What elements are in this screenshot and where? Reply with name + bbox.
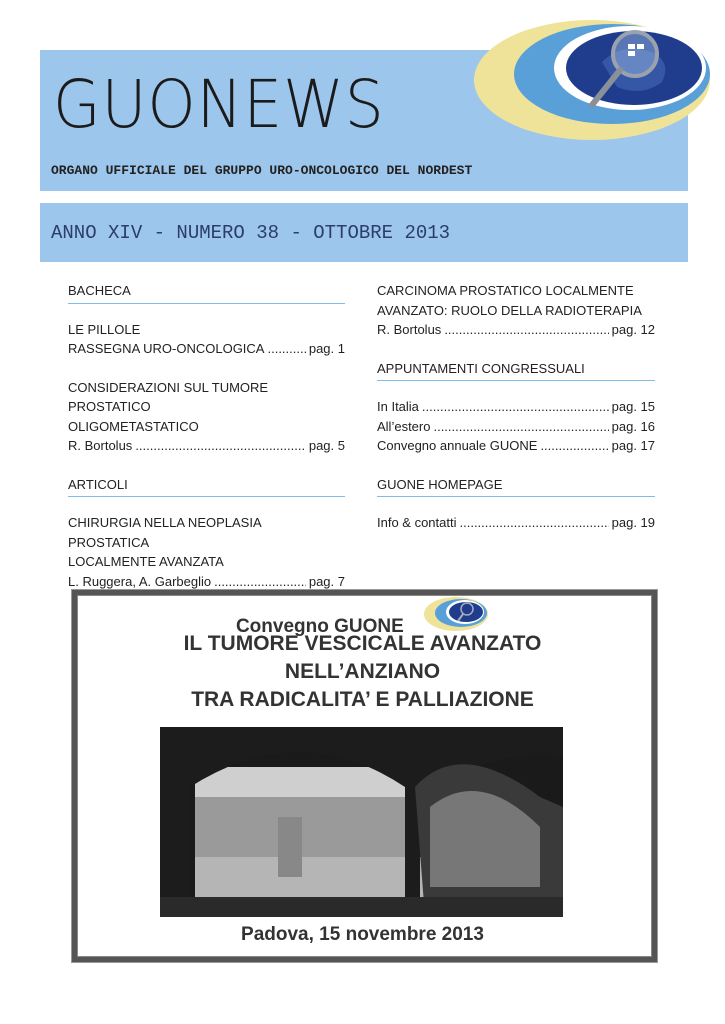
toc-entry-title: LOCALMENTE AVANZATA — [68, 554, 224, 569]
toc-entry-title: AVANZATO: RUOLO DELLA RADIOTERAPIA — [377, 302, 642, 318]
event-title — [0, 630, 725, 714]
toc-left-column — [68, 281, 345, 591]
guone-small-logo-icon — [423, 596, 489, 632]
event-title-line: NELL’ANZIANO — [284, 660, 441, 683]
toc-entry-convegno[interactable] — [377, 436, 655, 456]
toc-entry-carcinoma[interactable] — [377, 320, 655, 340]
toc-entry-chirurgia[interactable] — [68, 572, 345, 592]
toc-entry-title: CONSIDERAZIONI SUL TUMORE PROSTATICO — [68, 379, 269, 414]
newsletter-subtitle: ORGANO UFFICIALE DEL GRUPPO URO-ONCOLOGICO DEL NORDEST — [51, 163, 473, 178]
section-heading-bacheca: BACHECA — [68, 281, 345, 304]
issue-info: ANNO XIV - NUMERO 38 - OTTOBRE 2013 — [51, 222, 451, 244]
leader-dots — [460, 513, 609, 533]
toc-entry-considerazioni[interactable] — [68, 436, 345, 456]
author: L. Ruggera, A. Garbeglio — [68, 573, 212, 589]
toc-entry-estero[interactable] — [377, 417, 655, 437]
leader-dots — [135, 436, 306, 456]
toc-entry-label: Info & contatti — [377, 515, 457, 530]
toc-entry-title: CHIRURGIA NELLA NEOPLASIA PROSTATICA — [68, 515, 261, 550]
page-number: pag. 7 — [308, 573, 345, 589]
section-heading-articoli: ARTICOLI — [68, 475, 345, 498]
page-number: pag. 12 — [611, 322, 655, 337]
event-title-line: TRA RADICALITA’ E PALLIAZIONE — [191, 688, 534, 711]
toc-entry-label: Convegno annuale GUONE — [377, 438, 538, 453]
page-number: pag. 17 — [611, 438, 655, 453]
page-number: pag. 16 — [611, 418, 655, 434]
section-heading-homepage: GUONE HOMEPAGE — [377, 475, 655, 498]
author: R. Bortolus — [377, 322, 442, 337]
event-title-line: IL TUMORE VESCICALE AVANZATO — [183, 632, 542, 655]
page-number: pag. 19 — [611, 515, 655, 530]
section-heading-appuntamenti: APPUNTAMENTI CONGRESSUALI — [377, 359, 655, 382]
event-label: Convegno GUONE — [235, 615, 404, 637]
cloister-photo — [160, 727, 563, 917]
page-number: pag. 15 — [611, 399, 655, 414]
leader-dots — [540, 436, 608, 456]
leader-dots — [422, 397, 609, 417]
newsletter-title: GUONEWS — [53, 66, 385, 143]
toc-entry-title: CARCINOMA PROSTATICO LOCALMENTE — [377, 283, 634, 298]
guone-logo-icon — [462, 12, 710, 142]
toc-right-column — [377, 281, 655, 533]
toc-entry-italia[interactable] — [377, 397, 655, 417]
leader-dots — [267, 339, 305, 359]
toc-entry-title: LE PILLOLE — [68, 321, 141, 337]
leader-dots — [444, 320, 608, 340]
toc-entry-info[interactable] — [377, 513, 655, 533]
toc-entry-label: In Italia — [377, 399, 419, 414]
toc-entry-pillole[interactable] — [68, 339, 345, 359]
page-number: pag. 1 — [308, 341, 345, 356]
toc-entry-label: RASSEGNA URO-ONCOLOGICA — [68, 341, 265, 356]
toc-entry-title: OLIGOMETASTATICO — [68, 418, 199, 434]
leader-dots — [433, 417, 608, 437]
toc-entry-label: All’estero — [377, 418, 431, 434]
leader-dots — [214, 572, 306, 592]
author: R. Bortolus — [68, 438, 133, 453]
page-number: pag. 5 — [308, 438, 345, 453]
event-date: Padova, 15 novembre 2013 — [241, 924, 484, 945]
